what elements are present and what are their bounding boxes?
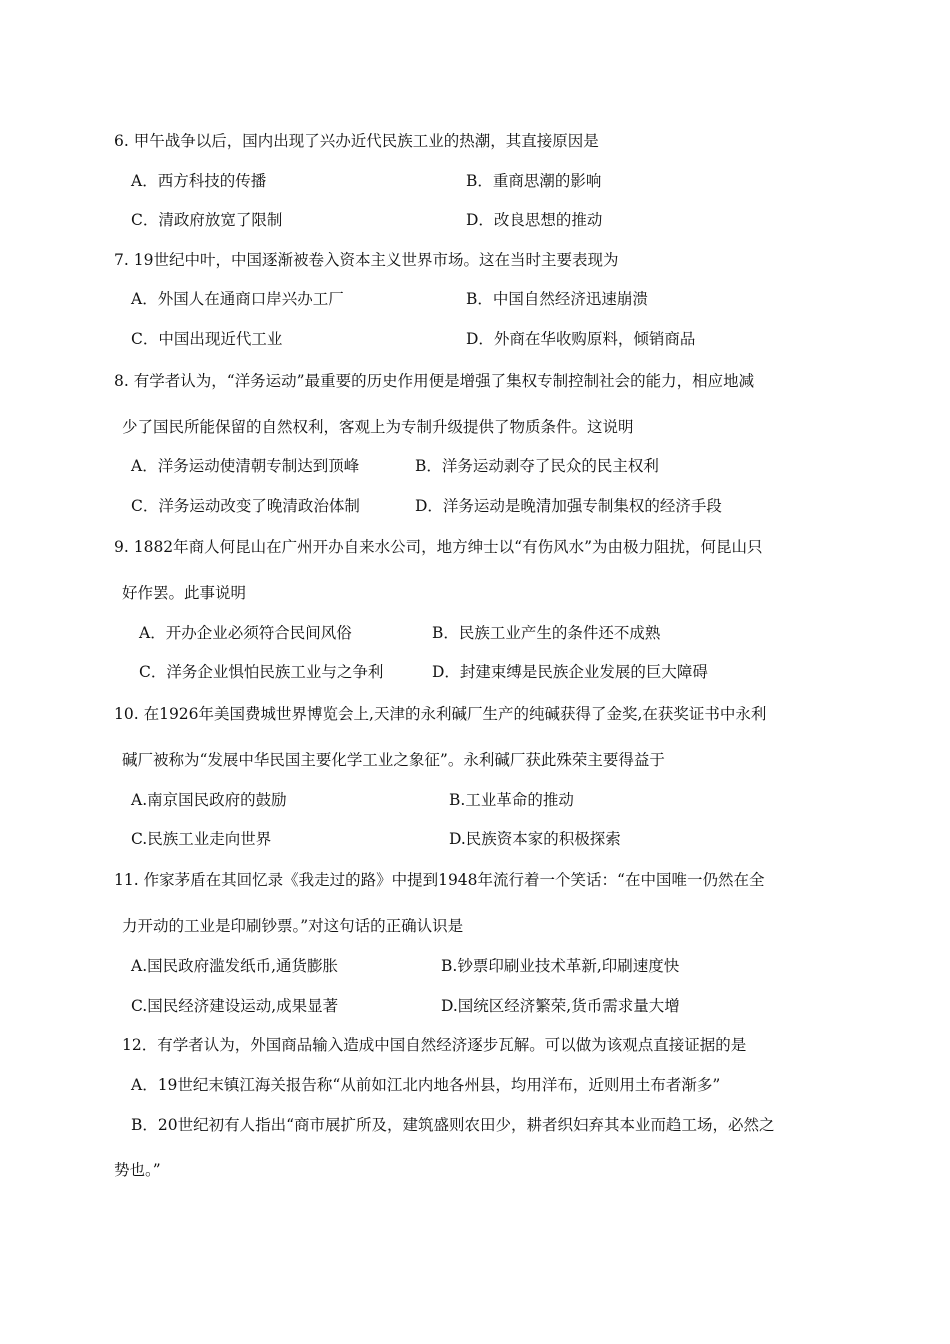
q12-option-a: A．19世纪末镇江海关报告称“从前如江北内地各州县，均用洋布，近则用土布者渐多” (131, 1076, 721, 1094)
q7-option-d: D．外商在华收购原料，倾销商品 (466, 330, 696, 348)
question-9-stem-line2: 好作罢。此事说明 (122, 584, 247, 602)
q9-option-a: A．开办企业必须符合民间风俗 (139, 624, 352, 642)
q6-option-c: C．清政府放宽了限制 (131, 211, 283, 229)
q10-option-b: B.工业革命的推动 (449, 791, 574, 809)
q7-option-b: B．中国自然经济迅速崩溃 (466, 290, 648, 308)
q11-option-a: A.国民政府滥发纸币,通货膨胀 (131, 957, 339, 975)
question-7-stem: 7. 19世纪中叶，中国逐渐被卷入资本主义世界市场。这在当时主要表现为 (114, 251, 619, 269)
q10-option-c: C.民族工业走向世界 (131, 830, 272, 848)
q10-option-d: D.民族资本家的积极探索 (449, 830, 621, 848)
q12-option-b-line2: 势也。” (114, 1161, 161, 1179)
q8-option-c: C．洋务运动改变了晚清政治体制 (131, 497, 360, 515)
q7-option-a: A．外国人在通商口岸兴办工厂 (131, 290, 344, 308)
q9-option-d: D．封建束缚是民族企业发展的巨大障碍 (432, 663, 708, 681)
question-10-stem-line2: 碱厂被称为“发展中华民国主要化学工业之象征”。永利碱厂获此殊荣主要得益于 (122, 751, 665, 769)
q7-option-c: C．中国出现近代工业 (131, 330, 283, 348)
question-10-stem-line1: 10. 在1926年美国费城世界博览会上,天津的永利碱厂生产的纯碱获得了金奖,在获奖证书中永利 (114, 705, 767, 723)
q8-option-b: B．洋务运动剥夺了民众的民主权利 (415, 457, 659, 475)
q11-option-c: C.国民经济建设运动,成果显著 (131, 997, 339, 1015)
q9-option-c: C．洋务企业惧怕民族工业与之争利 (139, 663, 384, 681)
q6-option-a: A．西方科技的传播 (131, 172, 267, 190)
q10-option-a: A.南京国民政府的鼓励 (131, 791, 287, 809)
q6-option-b: B．重商思潮的影响 (466, 172, 602, 190)
q11-option-b: B.钞票印刷业技术革新,印刷速度快 (441, 957, 680, 975)
question-8-stem-line1: 8. 有学者认为，“洋务运动”最重要的历史作用便是增强了集权专制控制社会的能力，相应地减 (114, 372, 755, 390)
q12-option-b-line1: B．20世纪初有人指出“商市展扩所及，建筑盛则农田少，耕者织妇弃其本业而趋工场，必然之 (131, 1116, 775, 1134)
question-8-stem-line2: 少了国民所能保留的自然权利，客观上为专制升级提供了物质条件。这说明 (122, 418, 634, 436)
q11-option-d: D.国统区经济繁荣,货币需求量大增 (441, 997, 680, 1015)
question-6-stem: 6. 甲午战争以后，国内出现了兴办近代民族工业的热潮，其直接原因是 (114, 132, 599, 150)
question-12-stem: 12．有学者认为，外国商品输入造成中国自然经济逐步瓦解。可以做为该观点直接证据的是 (122, 1036, 747, 1054)
question-11-stem-line1: 11. 作家茅盾在其回忆录《我走过的路》中提到1948年流行着一个笑话：“在中国唯一仍然在全 (114, 871, 765, 889)
q8-option-a: A．洋务运动使清朝专制达到顶峰 (131, 457, 360, 475)
question-9-stem-line1: 9. 1882年商人何昆山在广州开办自来水公司，地方绅士以“有伤风水”为由极力阻扰，何昆山只 (114, 538, 763, 556)
q6-option-d: D．改良思想的推动 (466, 211, 603, 229)
question-11-stem-line2: 力开动的工业是印刷钞票。”对这句话的正确认识是 (122, 917, 464, 935)
q8-option-d: D．洋务运动是晚清加强专制集权的经济手段 (415, 497, 722, 515)
q9-option-b: B．民族工业产生的条件还不成熟 (432, 624, 661, 642)
